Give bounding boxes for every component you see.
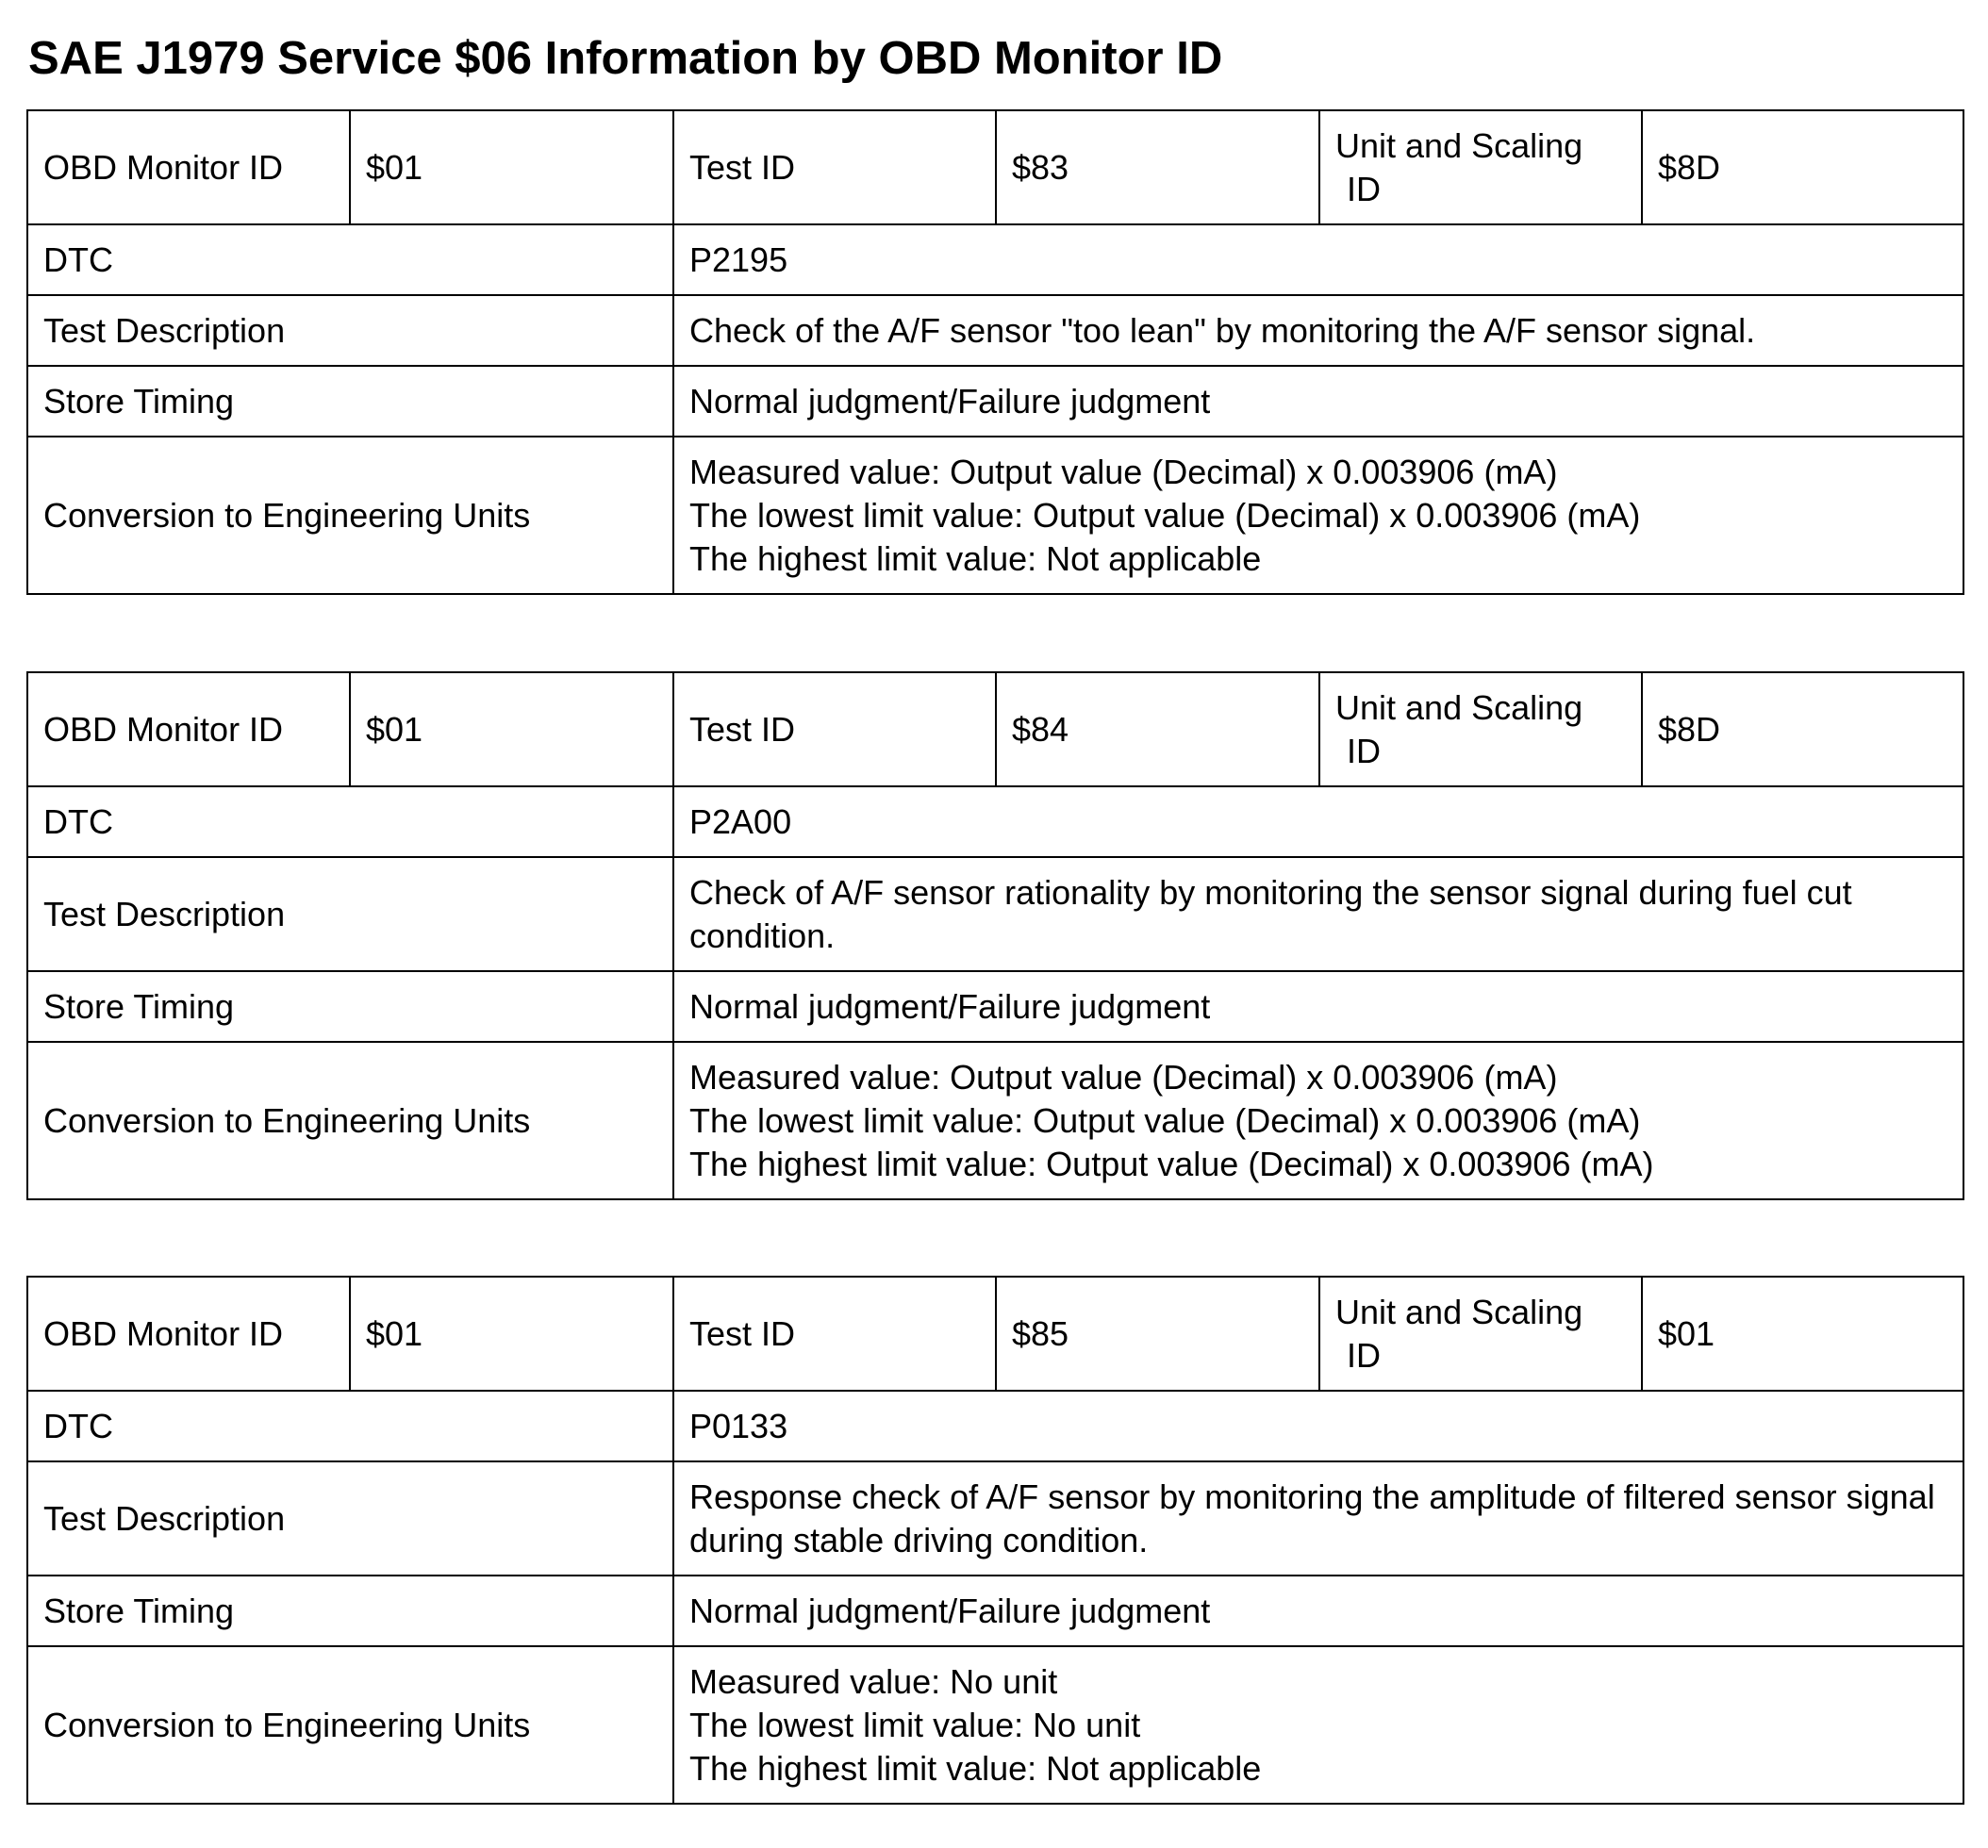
conversion-lowest: The lowest limit value: Output value (Decimal) x 0.003906 (mA): [689, 495, 1641, 535]
store-timing-label: Store Timing: [27, 366, 673, 437]
monitor-table-3: [26, 1276, 1964, 1805]
unit-scaling-id-label: Unit and Scaling ID: [1319, 1277, 1642, 1391]
conversion-row: [27, 437, 1963, 594]
dtc-label: DTC: [27, 1391, 673, 1461]
test-id-value: $84: [996, 672, 1319, 786]
obd-monitor-id-label: OBD Monitor ID: [27, 1277, 350, 1391]
store-timing-row: [27, 366, 1963, 437]
conversion-label: Conversion to Engineering Units: [27, 1646, 673, 1804]
test-id-value: $85: [996, 1277, 1319, 1391]
store-timing-value: Normal judgment/Failure judgment: [673, 366, 1963, 437]
test-description-label: Test Description: [27, 857, 673, 971]
test-description-value: Check of A/F sensor rationality by monitoring the sensor signal during fuel cut condition.: [673, 857, 1963, 971]
store-timing-label: Store Timing: [27, 1576, 673, 1646]
unit-scaling-id-label: Unit and Scaling ID: [1319, 672, 1642, 786]
test-description-value: Check of the A/F sensor "too lean" by monitoring the A/F sensor signal.: [673, 295, 1963, 366]
conversion-label: Conversion to Engineering Units: [27, 1042, 673, 1199]
conversion-row: [27, 1042, 1963, 1199]
conversion-measured: Measured value: No unit: [689, 1661, 1058, 1701]
store-timing-row: [27, 1576, 1963, 1646]
unit-scaling-id-value: $01: [1642, 1277, 1963, 1391]
conversion-lowest: The lowest limit value: Output value (Decimal) x 0.003906 (mA): [689, 1100, 1641, 1140]
header-row: [27, 110, 1963, 224]
dtc-label: DTC: [27, 224, 673, 295]
dtc-label: DTC: [27, 786, 673, 857]
conversion-measured: Measured value: Output value (Decimal) x 0.003906 (mA): [689, 452, 1558, 491]
unit-scaling-id-value: $8D: [1642, 672, 1963, 786]
conversion-label: Conversion to Engineering Units: [27, 437, 673, 594]
unit-scaling-id-label: Unit and Scaling ID: [1319, 110, 1642, 224]
test-description-label: Test Description: [27, 1461, 673, 1576]
conversion-row: [27, 1646, 1963, 1804]
obd-monitor-id-value: $01: [350, 110, 673, 224]
dtc-value: P2195: [673, 224, 1963, 295]
dtc-value: P2A00: [673, 786, 1963, 857]
conversion-value: [673, 1042, 1963, 1199]
obd-monitor-id-label: OBD Monitor ID: [27, 672, 350, 786]
header-row: [27, 1277, 1963, 1391]
monitor-table-1: [26, 109, 1964, 595]
test-description-label: Test Description: [27, 295, 673, 366]
dtc-row: [27, 224, 1963, 295]
obd-monitor-id-value: $01: [350, 672, 673, 786]
conversion-highest: The highest limit value: Output value (Decimal) x 0.003906 (mA): [689, 1144, 1654, 1183]
monitor-table-2: [26, 671, 1964, 1200]
conversion-value: [673, 1646, 1963, 1804]
store-timing-value: Normal judgment/Failure judgment: [673, 971, 1963, 1042]
store-timing-row: [27, 971, 1963, 1042]
obd-monitor-id-label: OBD Monitor ID: [27, 110, 350, 224]
test-description-row: [27, 857, 1963, 971]
test-id-label: Test ID: [673, 110, 996, 224]
dtc-row: [27, 786, 1963, 857]
dtc-row: [27, 1391, 1963, 1461]
store-timing-value: Normal judgment/Failure judgment: [673, 1576, 1963, 1646]
conversion-lowest: The lowest limit value: No unit: [689, 1705, 1141, 1744]
test-description-row: [27, 1461, 1963, 1576]
conversion-highest: The highest limit value: Not applicable: [689, 538, 1262, 578]
header-row: [27, 672, 1963, 786]
test-id-label: Test ID: [673, 1277, 996, 1391]
dtc-value: P0133: [673, 1391, 1963, 1461]
conversion-value: [673, 437, 1963, 594]
test-id-value: $83: [996, 110, 1319, 224]
obd-monitor-id-value: $01: [350, 1277, 673, 1391]
test-description-row: [27, 295, 1963, 366]
conversion-highest: The highest limit value: Not applicable: [689, 1748, 1262, 1788]
page-title: SAE J1979 Service $06 Information by OBD Monitor ID: [28, 33, 1223, 84]
test-description-value: Response check of A/F sensor by monitoring the amplitude of filtered sensor signal during stable driving condition.: [673, 1461, 1963, 1576]
unit-scaling-id-value: $8D: [1642, 110, 1963, 224]
store-timing-label: Store Timing: [27, 971, 673, 1042]
test-id-label: Test ID: [673, 672, 996, 786]
conversion-measured: Measured value: Output value (Decimal) x 0.003906 (mA): [689, 1057, 1558, 1097]
